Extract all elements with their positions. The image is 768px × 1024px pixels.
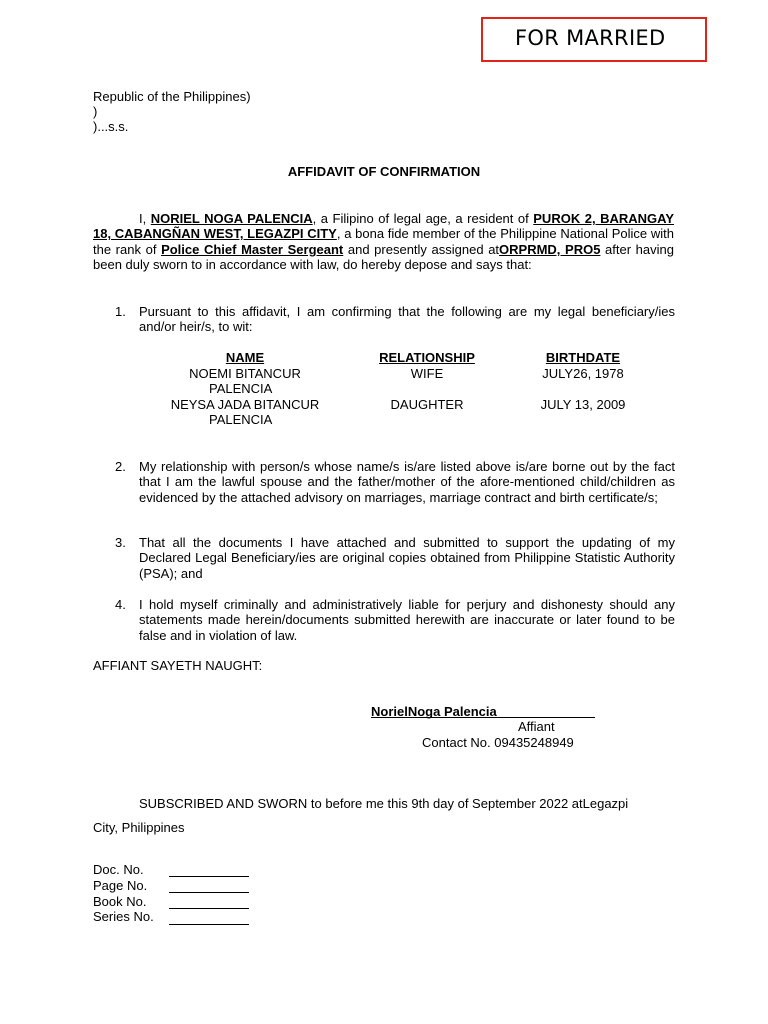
intro-text-3: , a bona fide member of the Philippine National Police with the rank of <box>93 226 674 257</box>
table-row-1-relationship: WIFE <box>410 366 444 381</box>
item-number: 4. <box>115 597 126 612</box>
doc-no-label: Doc. No. <box>93 862 144 877</box>
intro-text-4: and presently assigned at <box>343 241 500 257</box>
venue-line-3: )...s.s. <box>93 119 129 134</box>
table-row-1-birthdate: JULY26, 1978 <box>542 366 624 381</box>
document-title: AFFIDAVIT OF CONFIRMATION <box>287 164 481 179</box>
venue-line-2: ) <box>93 104 98 119</box>
affiant-name: NORIEL NOGA PALENCIA <box>150 211 313 226</box>
item-text: My relationship with person/s whose name/s is/are listed above is/are borne out by the fact that I am the lawful spouse and the father/mother of the afore-mentioned child/children as evidenced by the attached advisory on marriages, marriage contract and birth certificate/s; <box>139 459 675 505</box>
list-item <box>115 459 675 521</box>
table-row-2-name-line1: NEYSA JADA BITANCUR <box>170 397 320 412</box>
affiant-address: PUROK 2, BARANGAY 18, CABANGÑAN WEST, LEGAZPI CITY <box>93 211 675 242</box>
intro-text-5: after having been duly sworn to in accordance with law, do hereby depose and says that: <box>93 241 674 273</box>
table-header-relationship: RELATIONSHIP <box>379 350 475 365</box>
doc-no-blank <box>169 876 249 877</box>
series-no-blank <box>169 924 249 925</box>
signature-line <box>371 717 595 718</box>
list-item <box>115 535 675 582</box>
table-row-1-name-line1: NOEMI BITANCUR <box>189 366 301 381</box>
affiant-unit: ORPRMD, PRO5 <box>499 241 601 257</box>
item-number: 3. <box>115 535 126 550</box>
venue-line-1: Republic of the Philippines) <box>93 89 251 104</box>
jurat-line-1: SUBSCRIBED AND SWORN to before me this 9th day of September 2022 atLegazpi <box>139 796 629 811</box>
list-item <box>115 597 675 644</box>
table-row-2-birthdate: JULY 13, 2009 <box>540 397 626 412</box>
item-text: I hold myself criminally and administratively liable for perjury and dishonesty should any statements made herein/documents submitted herewith are inaccurate or later found to be false and in violation of law. <box>139 597 675 643</box>
list-item <box>115 304 675 336</box>
item-text: That all the documents I have attached and submitted to support the updating of my Declared Legal Beneficiary/ies are original copies obtained from Philippine Statistic Authority (PSA); and <box>139 535 675 581</box>
series-no-label: Series No. <box>93 909 154 924</box>
table-header-name: NAME <box>225 350 265 365</box>
table-row-1-name-line2: PALENCIA <box>209 381 273 396</box>
item-number: 1. <box>115 304 126 319</box>
intro-paragraph <box>93 211 674 273</box>
jurat-line-2: City, Philippines <box>93 820 185 835</box>
intro-text-2: , a Filipino of legal age, a resident of <box>312 211 534 226</box>
table-row-2-relationship: DAUGHTER <box>390 397 464 412</box>
intro-text-1: I, <box>139 211 151 226</box>
page-no-label: Page No. <box>93 878 148 893</box>
signature-role: Affiant <box>518 719 555 734</box>
for-married-stamp: FOR MARRIED <box>481 17 707 62</box>
contact-number: Contact No. 09435248949 <box>422 735 574 750</box>
page-no-blank <box>169 892 249 893</box>
table-header-birthdate: BIRTHDATE <box>545 350 621 365</box>
item-text: Pursuant to this affidavit, I am confirming that the following are my legal beneficiary/ies and/or heir/s, to wit: <box>139 304 675 335</box>
table-row-2-name-line2: PALENCIA <box>209 412 273 427</box>
affiant-rank: Police Chief Master Sergeant <box>161 241 344 257</box>
signature-name: NorielNoga Palencia <box>371 704 497 719</box>
book-no-blank <box>169 908 249 909</box>
book-no-label: Book No. <box>93 894 147 909</box>
item-number: 2. <box>115 459 126 474</box>
closing-statement: AFFIANT SAYETH NAUGHT: <box>93 658 263 673</box>
